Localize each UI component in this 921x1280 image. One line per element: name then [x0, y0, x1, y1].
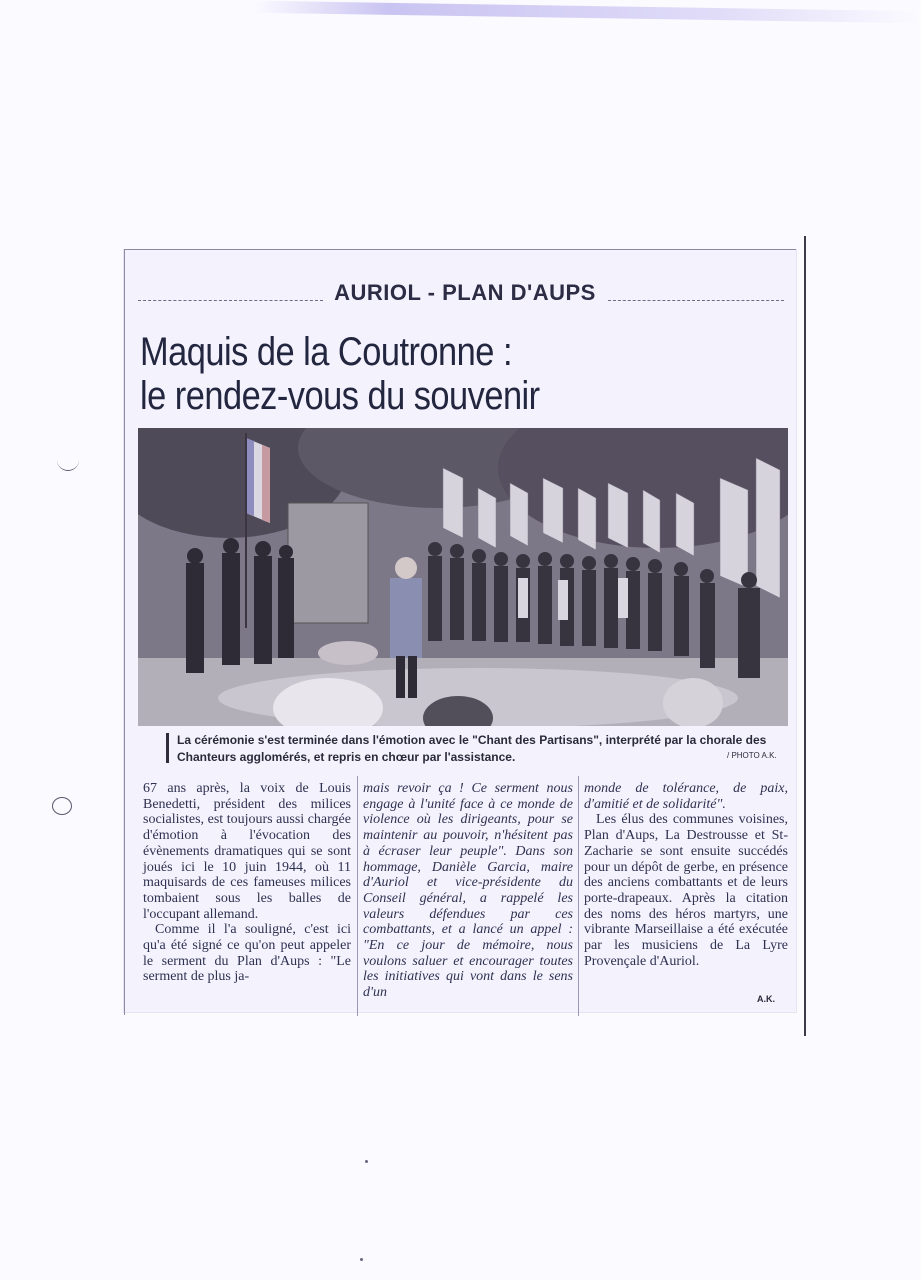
column-divider [578, 776, 579, 1016]
article-paragraph: Comme il l'a souligné, c'est ici qu'a été signé ce qu'on peut appeler le serment du Plan d'Aups : "Le serment de plus ja- [143, 922, 351, 985]
binder-hole-mark-bottom [52, 797, 72, 815]
clipping-edge-right [804, 236, 806, 1036]
headline-line-2: le rendez-vous du souvenir [140, 374, 540, 418]
photo-credit: / PHOTO A.K. [727, 751, 777, 760]
article-column-2 [363, 781, 573, 1001]
column-divider [357, 776, 358, 1016]
scanner-streak [255, 1, 920, 23]
scan-speck [360, 1258, 363, 1261]
section-rubric: AURIOL - PLAN D'AUPS [334, 280, 596, 305]
scan-speck [365, 1160, 368, 1163]
author-signature: A.K. [757, 994, 775, 1004]
article-column-3 [584, 781, 788, 969]
clipping-edge-top [124, 249, 796, 250]
article-headline [140, 330, 699, 418]
ceremony-photo [138, 428, 788, 726]
rubric-rule-left [138, 300, 323, 301]
article-paragraph: mais revoir ça ! Ce serment nous engage à l'unité face à ce monde de violence où les dirigeants, pour se maintenir au pouvoir, n'hésitent pas à écraser leur peuple". Dans son hommage, Danièle Garcia, maire d'Auriol et vice-présidente du Conseil général, a rappelé les valeurs défendues par ces combattants, et a lancé un appel : "En ce jour de mémoire, nous voulons saluer et encourager toutes les initiatives qui vont dans le sens d'un [363, 781, 573, 1001]
binder-hole-mark-top [57, 452, 79, 471]
headline-line-1: Maquis de la Coutronne : [140, 330, 512, 374]
clipping-edge-left [124, 250, 125, 1015]
photo-caption: La cérémonie s'est terminée dans l'émotion avec le "Chant des Partisans", interprété par la chorale des Chanteurs agglomérés, et repris en chœur par l'assistance. [177, 733, 767, 764]
article-paragraph: monde de tolérance, de paix, d'amitié et de solidarité". [584, 781, 788, 812]
article-column-1 [143, 781, 351, 985]
article-paragraph: 67 ans après, la voix de Louis Benedetti, président des milices socialistes, est toujours aussi chargée d'émotion à l'évocation des évènements dramatiques qui se sont joués ici le 10 juin 1944, où 11 maquisards de ces fameuses milices tombaient sous les balles de l'occupant allemand. [143, 781, 351, 922]
caption-marker [166, 733, 169, 763]
article-paragraph: Les élus des communes voisines, Plan d'Aups, La Destrousse et St-Zacharie se sont ensuite succédés pour un dépôt de gerbe, en présence des anciens combattants et de leurs porte-drapeaux. Après la citation des noms des héros martyrs, une vibrante Marseillaise a été exécutée par les musiciens de La Lyre Provençale d'Auriol. [584, 812, 788, 969]
rubric-rule-right [608, 300, 784, 301]
ceremony-photo-illustration [138, 428, 788, 726]
